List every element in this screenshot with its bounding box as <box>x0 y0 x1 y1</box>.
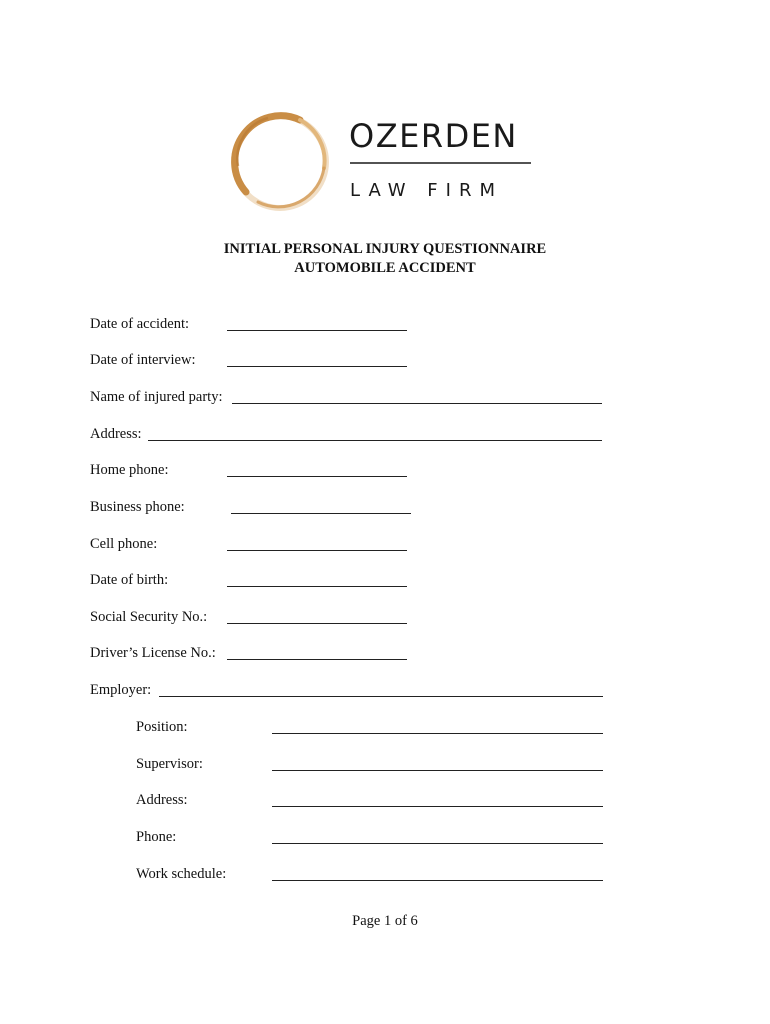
address-label: Address: <box>90 426 142 442</box>
home-phone-field[interactable] <box>227 476 407 477</box>
employer-phone-label: Phone: <box>136 829 177 845</box>
logo-name-top: OZERDEN <box>349 117 518 155</box>
employer-address-field[interactable] <box>272 806 603 807</box>
position-label: Position: <box>136 719 188 735</box>
supervisor-label: Supervisor: <box>136 756 203 772</box>
date-of-interview-field[interactable] <box>227 366 407 367</box>
employer-phone-field[interactable] <box>272 843 603 844</box>
date-of-birth-label: Date of birth: <box>90 572 169 588</box>
logo-name-bottom: LAW FIRM <box>350 180 503 201</box>
employer-label: Employer: <box>90 682 152 698</box>
form-subtitle: AUTOMOBILE ACCIDENT <box>294 260 476 276</box>
position-field[interactable] <box>272 733 603 734</box>
date-of-accident-label: Date of accident: <box>90 316 190 332</box>
work-schedule-label: Work schedule: <box>136 866 227 882</box>
ssn-label: Social Security No.: <box>90 609 208 625</box>
drivers-license-label: Driver’s License No.: <box>90 645 216 661</box>
date-of-birth-field[interactable] <box>227 586 407 587</box>
firm-logo-graphic <box>228 106 548 216</box>
name-injured-party-label: Name of injured party: <box>90 389 223 405</box>
business-phone-label: Business phone: <box>90 499 185 515</box>
work-schedule-field[interactable] <box>272 880 603 881</box>
business-phone-field[interactable] <box>231 513 411 514</box>
form-title: INITIAL PERSONAL INJURY QUESTIONNAIRE <box>223 241 547 257</box>
drivers-license-field[interactable] <box>227 659 407 660</box>
ssn-field[interactable] <box>227 623 407 624</box>
date-of-accident-field[interactable] <box>227 330 407 331</box>
date-of-interview-label: Date of interview: <box>90 352 196 368</box>
firm-logo <box>228 106 548 216</box>
supervisor-field[interactable] <box>272 770 603 771</box>
employer-field[interactable] <box>159 696 603 697</box>
cell-phone-field[interactable] <box>227 550 407 551</box>
cell-phone-label: Cell phone: <box>90 536 158 552</box>
home-phone-label: Home phone: <box>90 462 169 478</box>
logo-ring-icon <box>234 116 326 208</box>
employer-address-label: Address: <box>136 792 188 808</box>
address-field[interactable] <box>148 440 602 441</box>
name-injured-party-field[interactable] <box>232 403 602 404</box>
page-number: Page 1 of 6 <box>352 913 418 929</box>
